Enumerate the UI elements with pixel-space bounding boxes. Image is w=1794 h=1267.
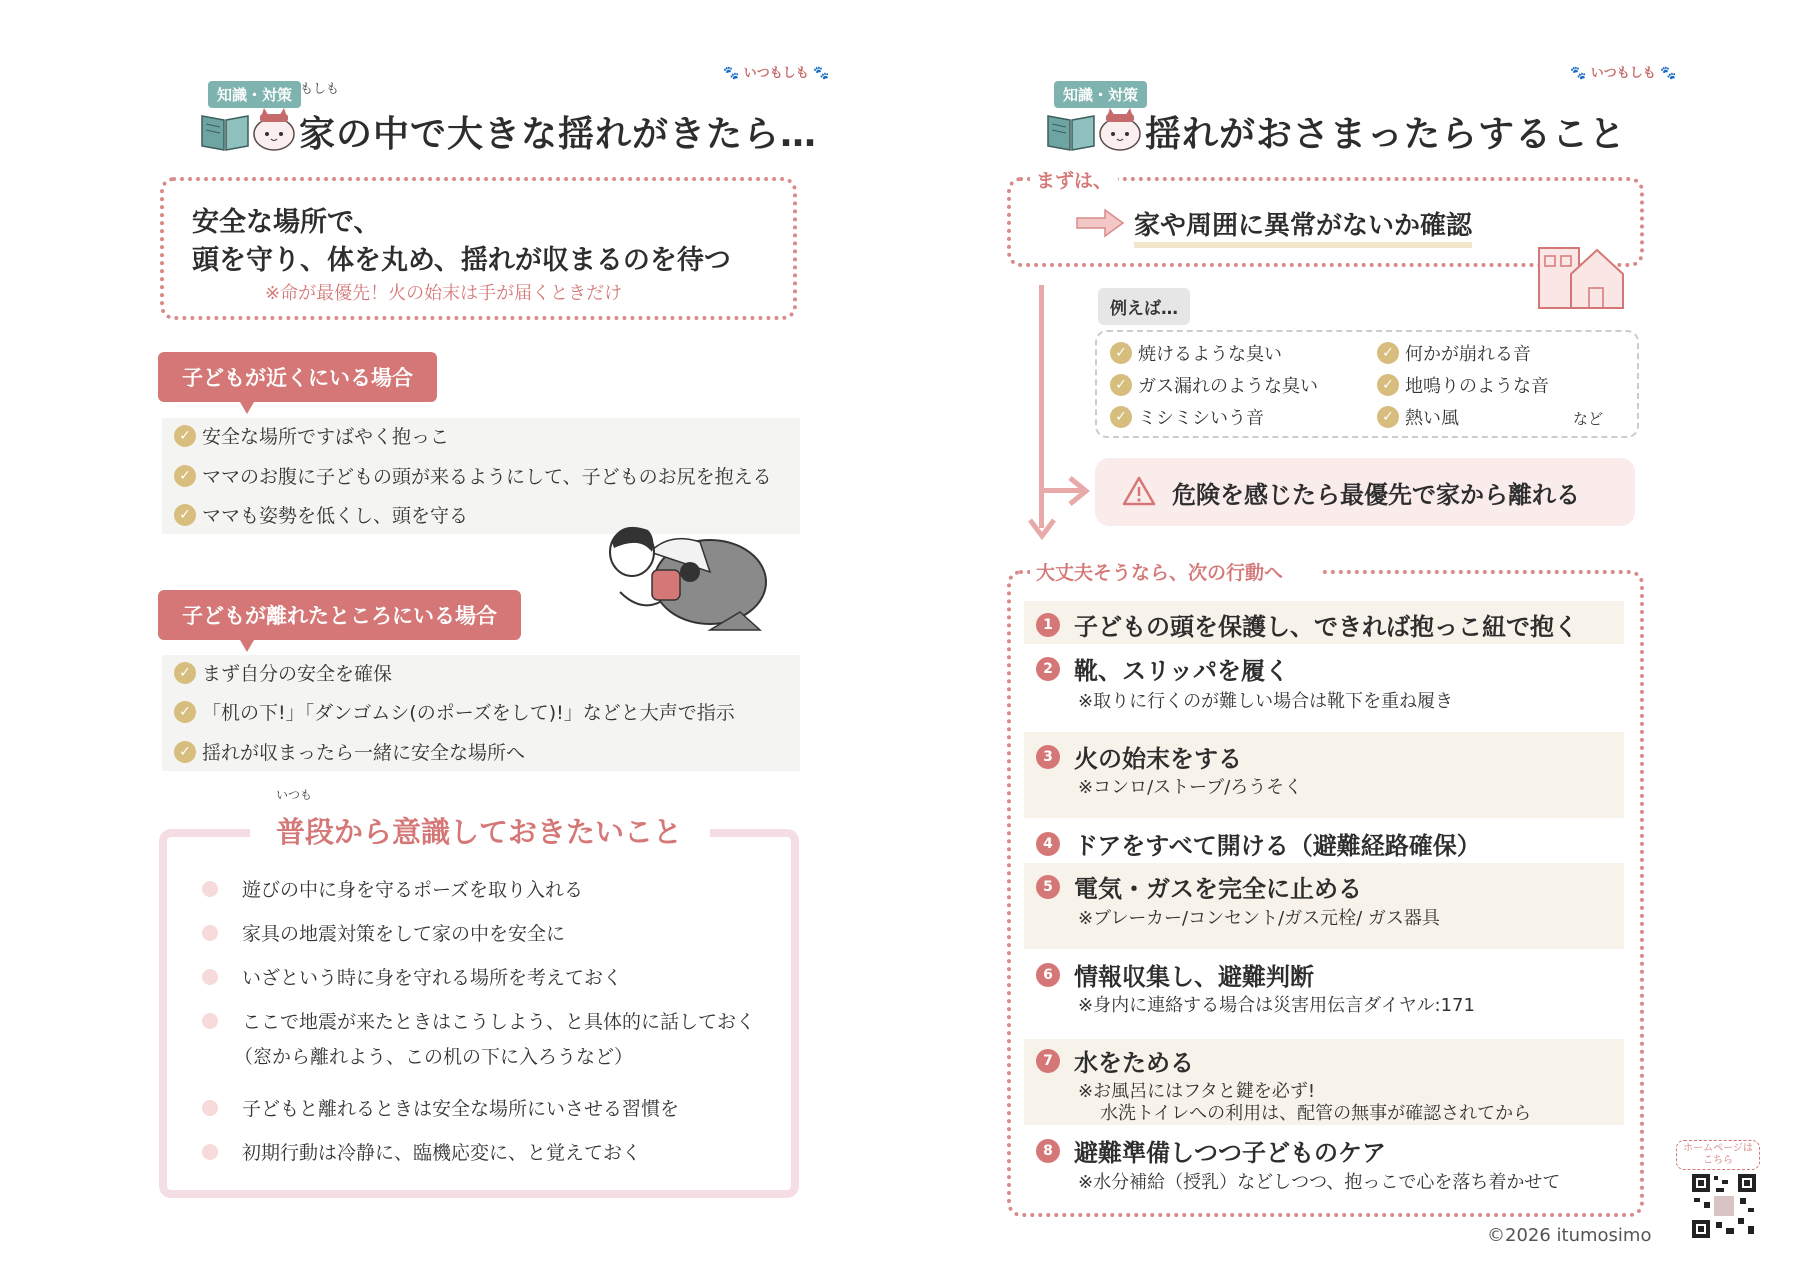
book-icon (1046, 110, 1096, 152)
copyright: ©2026 itumosimo (1487, 1225, 1652, 1246)
list-item: 子どもと離れるときは安全な場所にいさせる習慣を (202, 1094, 679, 1121)
step-number: 6 (1036, 963, 1060, 987)
main-note: ※命が最優先！火の始末は手が届くときだけ (265, 283, 623, 304)
list-item: ✓ 揺れが収まったら一緒に安全な場所へ (174, 738, 525, 765)
list-item: いざという時に身を守れる場所を考えておく (202, 963, 622, 990)
check-icon: ✓ (174, 425, 196, 447)
list-item: ✓ 焼けるような臭い (1110, 340, 1282, 366)
step-number: 5 (1036, 875, 1060, 899)
step-number: 4 (1036, 832, 1060, 856)
examples-etc: など (1573, 410, 1604, 428)
check-icon: ✓ (1110, 374, 1132, 396)
step-7: 7 水をためる (1036, 1043, 1194, 1078)
list-item: ここで地震が来たときはこうしよう、と具体的に話しておく (202, 1007, 755, 1034)
step-1: 1 子どもの頭を保護し、できれば抱っこ紐で抱く (1036, 607, 1578, 642)
check-icon: ✓ (1377, 374, 1399, 396)
qr-code[interactable] (1690, 1172, 1758, 1240)
arrow-icon (1075, 208, 1125, 238)
list-item: ✓ 「机の下!」「ダンゴムシ(のポーズをして)!」などと大声で指示 (174, 698, 735, 725)
homepage-label: ホームページは こちら (1676, 1140, 1760, 1170)
list-item: ✓ 熱い風 (1377, 404, 1459, 430)
check-icon: ✓ (1110, 406, 1132, 428)
flow-arrow-right (1066, 476, 1090, 506)
list-item: ✓ ママのお腹に子どもの頭が来るようにして、子どものお尻を抱える (174, 462, 772, 489)
check-icon: ✓ (1377, 406, 1399, 428)
check-icon: ✓ (174, 662, 196, 684)
mother-hugging-child-illustration (590, 512, 770, 637)
step-6-note: ※身内に連絡する場合は災害用伝言ダイヤル:171 (1078, 995, 1475, 1016)
list-item: 家具の地震対策をして家の中を安全に (202, 919, 565, 946)
step-6: 6 情報収集し、避難判断 (1036, 957, 1314, 992)
list-item: ✓ まず自分の安全を確保 (174, 659, 392, 686)
step-number: 1 (1036, 613, 1060, 637)
cat-mascot-icon (252, 106, 296, 152)
next-actions-label: 大丈夫そうなら、次の行動へ (1036, 562, 1284, 584)
step-7-note: ※お風呂にはフタと鍵を必ず! (1078, 1081, 1316, 1102)
step-7-note-2: 水洗トイレへの利用は、配管の無事が確認されてから (1100, 1103, 1532, 1124)
daily-title: 普段から意識しておきたいこと (276, 815, 683, 849)
flow-arrow-down (1028, 518, 1056, 540)
step-number: 3 (1036, 745, 1060, 769)
list-item: ✓ 地鳴りのような音 (1377, 372, 1549, 398)
example-label: 例えば… (1098, 288, 1190, 325)
step-2-note: ※取りに行くのが難しい場合は靴下を重ね履き (1078, 691, 1454, 712)
check-icon: ✓ (174, 741, 196, 763)
step-8: 8 避難準備しつつ子どものケア (1036, 1133, 1386, 1168)
step-number: 2 (1036, 657, 1060, 681)
cat-mascot-icon (1098, 106, 1142, 152)
step-8-note: ※水分補給（授乳）などしつつ、抱っこで心を落ち着かせて (1078, 1172, 1561, 1193)
brand-logo: 🐾 いつもしも 🐾 (1570, 66, 1677, 81)
warning-icon (1122, 476, 1156, 506)
list-item-sub: （窓から離れよう、この机の下に入ろうなど） (234, 1046, 634, 1068)
step-2: 2 靴、スリッパを履く (1036, 651, 1289, 686)
book-icon (200, 110, 250, 152)
first-check-main: 家や周囲に異常がないか確認 (1134, 205, 1472, 248)
main-line-1: 安全な場所で、 (192, 207, 381, 238)
step-number: 7 (1036, 1049, 1060, 1073)
first-check-label: まずは、 (1036, 170, 1113, 192)
house-icon (1535, 238, 1625, 312)
check-icon: ✓ (174, 504, 196, 526)
step-3-note: ※コンロ/ストーブ/ろうそく (1078, 777, 1303, 798)
check-icon: ✓ (1377, 342, 1399, 364)
page-title: 揺れがおさまったらすること (1145, 114, 1627, 155)
step-5: 5 電気・ガスを完全に止める (1036, 869, 1362, 904)
list-item: 遊びの中に身を守るポーズを取り入れる (202, 875, 583, 902)
step-number: 8 (1036, 1139, 1060, 1163)
category-tag: 知識・対策 (1054, 81, 1147, 108)
list-item: ✓ 何かが崩れる音 (1377, 340, 1531, 366)
check-icon: ✓ (174, 465, 196, 487)
title-ruby: もしも (300, 82, 340, 97)
category-tag: 知識・対策 (208, 81, 301, 108)
main-line-2: 頭を守り、体を丸め、揺れが収まるのを待つ (192, 245, 731, 276)
list-item: ✓ ママも姿勢を低くし、頭を守る (174, 501, 468, 528)
step-4: 4 ドアをすべて開ける（避難経路確保） (1036, 826, 1481, 861)
section-far-label: 子どもが離れたところにいる場合 (158, 590, 521, 640)
list-item: ✓ 安全な場所ですばやく抱っこ (174, 422, 449, 449)
check-icon: ✓ (174, 701, 196, 723)
check-icon: ✓ (1110, 342, 1132, 364)
daily-ruby: いつも (276, 788, 313, 802)
page-title: 家の中で大きな揺れがきたら… (299, 114, 818, 155)
list-item: 初期行動は冷静に、臨機応変に、と覚えておく (202, 1138, 641, 1165)
brand-logo: 🐾 いつもしも 🐾 (723, 66, 830, 81)
section-near-label: 子どもが近くにいる場合 (158, 352, 437, 402)
step-3: 3 火の始末をする (1036, 739, 1242, 774)
step-5-note: ※ブレーカー/コンセント/ガス元栓/ ガス器具 (1078, 908, 1440, 929)
list-item: ✓ ミシミシいう音 (1110, 404, 1264, 430)
danger-text: 危険を感じたら最優先で家から離れる (1172, 481, 1580, 509)
list-item: ✓ ガス漏れのような臭い (1110, 372, 1318, 398)
